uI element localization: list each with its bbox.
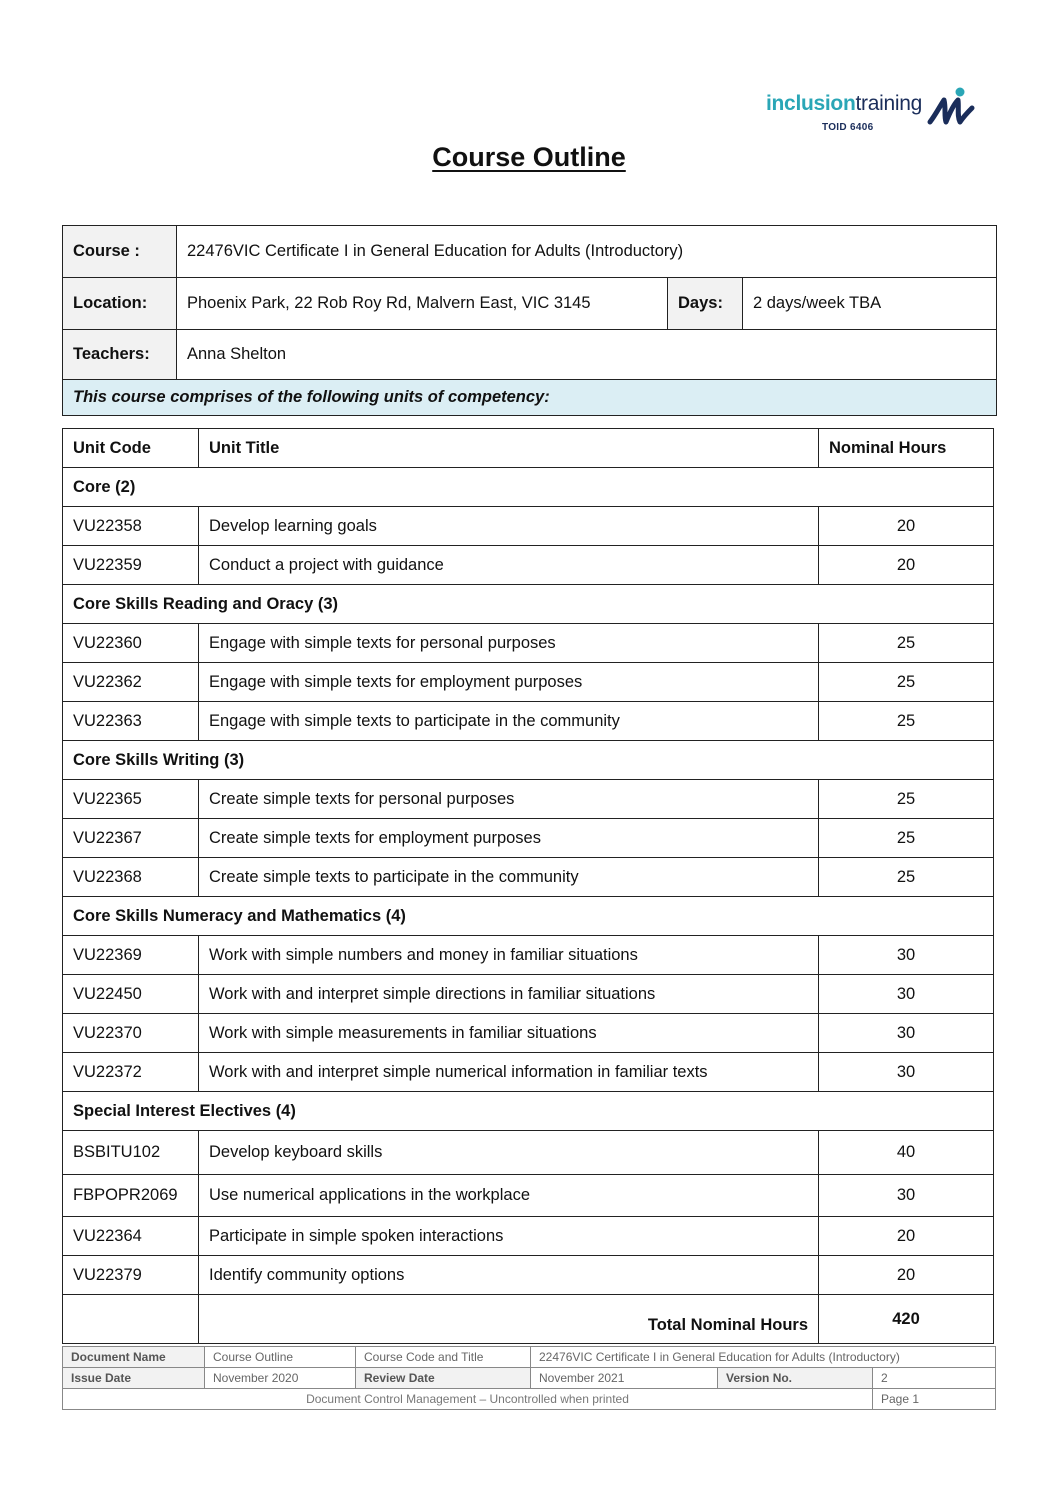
inclusion-training-logo	[766, 86, 976, 138]
unit-code: VU22379	[63, 1256, 199, 1295]
code-title-value: 22476VIC Certificate I in General Education for Adults (Introductory)	[531, 1347, 996, 1368]
unit-hours: 30	[819, 1053, 994, 1092]
unit-title: Use numerical applications in the workplace	[199, 1175, 819, 1217]
table-row	[63, 819, 994, 858]
table-row	[63, 975, 994, 1014]
unit-hours: 20	[819, 1217, 994, 1256]
version-label: Version No.	[718, 1368, 873, 1389]
teachers-label: Teachers:	[63, 330, 177, 380]
unit-title: Participate in simple spoken interactions	[199, 1217, 819, 1256]
unit-title: Work with simple numbers and money in familiar situations	[199, 936, 819, 975]
document-control-footer	[62, 1346, 996, 1410]
table-row	[63, 1131, 994, 1175]
unit-title: Work with and interpret simple directions in familiar situations	[199, 975, 819, 1014]
unit-title: Engage with simple texts for personal purposes	[199, 624, 819, 663]
units-intro-note: This course comprises of the following units of competency:	[63, 380, 997, 416]
unit-hours: 20	[819, 1256, 994, 1295]
days-value: 2 days/week TBA	[743, 278, 997, 330]
table-row	[63, 702, 994, 741]
doc-name-label: Document Name	[63, 1347, 205, 1368]
table-row	[63, 1175, 994, 1217]
logo-wordmark	[766, 92, 922, 116]
location-value: Phoenix Park, 22 Rob Roy Rd, Malvern East, VIC 3145	[177, 278, 668, 330]
unit-hours: 25	[819, 819, 994, 858]
unit-title: Identify community options	[199, 1256, 819, 1295]
unit-hours: 25	[819, 663, 994, 702]
table-row	[63, 624, 994, 663]
unit-code: VU22362	[63, 663, 199, 702]
unit-title: Engage with simple texts for employment purposes	[199, 663, 819, 702]
issue-date-value: November 2020	[205, 1368, 356, 1389]
location-label: Location:	[63, 278, 177, 330]
unit-title: Engage with simple texts to participate in the community	[199, 702, 819, 741]
unit-code: VU22360	[63, 624, 199, 663]
total-label: Total Nominal Hours	[199, 1295, 819, 1344]
unit-hours: 30	[819, 975, 994, 1014]
units-table	[62, 428, 994, 1344]
section-header: Core Skills Numeracy and Mathematics (4)	[63, 897, 994, 936]
unit-code: BSBITU102	[63, 1131, 199, 1175]
table-row	[63, 858, 994, 897]
table-row	[63, 1014, 994, 1053]
unit-title: Work with simple measurements in familiar situations	[199, 1014, 819, 1053]
table-row	[63, 546, 994, 585]
total-empty-cell	[63, 1295, 199, 1344]
section-header: Core Skills Writing (3)	[63, 741, 994, 780]
version-value: 2	[873, 1368, 996, 1389]
logo-mark-icon	[926, 86, 976, 128]
unit-hours: 30	[819, 936, 994, 975]
unit-hours: 25	[819, 624, 994, 663]
unit-hours: 25	[819, 780, 994, 819]
table-row	[63, 780, 994, 819]
unit-code: VU22359	[63, 546, 199, 585]
unit-hours: 40	[819, 1131, 994, 1175]
unit-title: Conduct a project with guidance	[199, 546, 819, 585]
unit-hours: 30	[819, 1175, 994, 1217]
page-title	[0, 142, 1058, 173]
table-row	[63, 1217, 994, 1256]
unit-hours: 30	[819, 1014, 994, 1053]
total-value: 420	[819, 1295, 994, 1344]
code-title-label: Course Code and Title	[356, 1347, 531, 1368]
review-date-label: Review Date	[356, 1368, 531, 1389]
table-row	[63, 1053, 994, 1092]
unit-title: Work with and interpret simple numerical information in familiar texts	[199, 1053, 819, 1092]
unit-hours: 20	[819, 507, 994, 546]
unit-code: VU22363	[63, 702, 199, 741]
unit-code: VU22370	[63, 1014, 199, 1053]
unit-title: Create simple texts for personal purposes	[199, 780, 819, 819]
unit-code: VU22364	[63, 1217, 199, 1256]
page-title-text: Course Outline	[432, 142, 626, 172]
page-number: Page 1	[873, 1389, 996, 1410]
unit-code: VU22368	[63, 858, 199, 897]
unit-hours: 25	[819, 702, 994, 741]
unit-title: Create simple texts to participate in the community	[199, 858, 819, 897]
unit-code: VU22372	[63, 1053, 199, 1092]
logo-word-training: training	[855, 92, 922, 115]
section-header: Special Interest Electives (4)	[63, 1092, 994, 1131]
days-label: Days:	[668, 278, 743, 330]
unit-code: VU22369	[63, 936, 199, 975]
unit-title: Develop learning goals	[199, 507, 819, 546]
table-row	[63, 936, 994, 975]
review-date-value: November 2021	[531, 1368, 718, 1389]
toid-number: TOID 6406	[822, 122, 874, 133]
unit-code: FBPOPR2069	[63, 1175, 199, 1217]
unit-hours: 20	[819, 546, 994, 585]
table-row	[63, 507, 994, 546]
header-unit-title: Unit Title	[199, 429, 819, 468]
table-row	[63, 663, 994, 702]
issue-date-label: Issue Date	[63, 1368, 205, 1389]
unit-hours: 25	[819, 858, 994, 897]
unit-code: VU22365	[63, 780, 199, 819]
unit-title: Develop keyboard skills	[199, 1131, 819, 1175]
document-control-note: Document Control Management – Uncontrolled when printed	[63, 1389, 873, 1410]
header-unit-code: Unit Code	[63, 429, 199, 468]
unit-title: Create simple texts for employment purposes	[199, 819, 819, 858]
unit-code: VU22358	[63, 507, 199, 546]
header-nominal-hours: Nominal Hours	[819, 429, 994, 468]
course-label: Course :	[63, 226, 177, 278]
course-info-table	[62, 225, 997, 416]
table-row	[63, 1256, 994, 1295]
unit-code: VU22367	[63, 819, 199, 858]
teachers-value: Anna Shelton	[177, 330, 997, 380]
logo-word-inclusion: inclusion	[766, 92, 856, 115]
section-header: Core Skills Reading and Oracy (3)	[63, 585, 994, 624]
section-header: Core (2)	[63, 468, 994, 507]
doc-name-value: Course Outline	[205, 1347, 356, 1368]
course-value: 22476VIC Certificate I in General Education for Adults (Introductory)	[177, 226, 997, 278]
unit-code: VU22450	[63, 975, 199, 1014]
